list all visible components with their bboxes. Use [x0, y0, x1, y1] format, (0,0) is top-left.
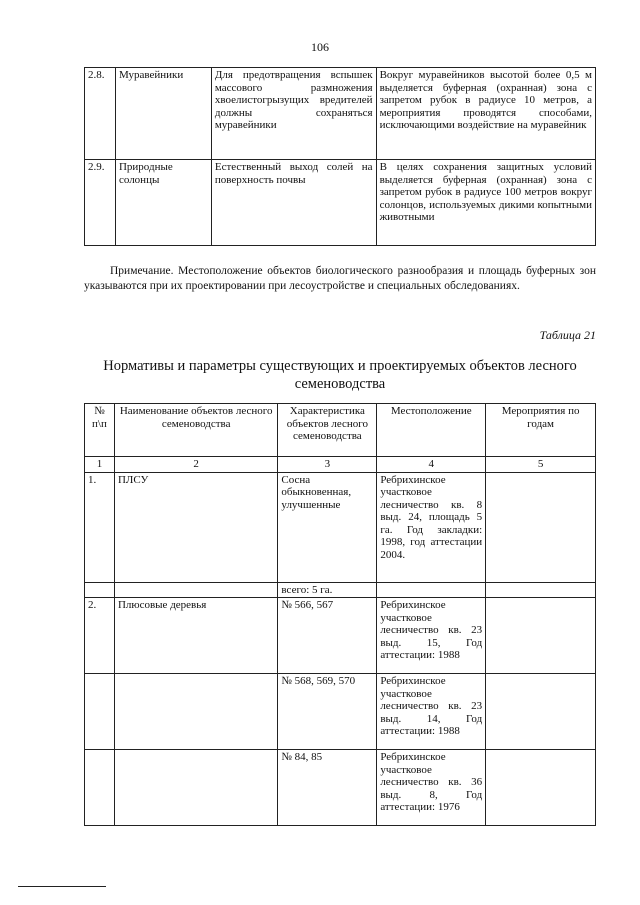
table-caption: Таблица 21	[539, 328, 596, 342]
object-name	[114, 582, 277, 598]
col-number: 5	[486, 457, 596, 473]
note-paragraph: Примечание. Местоположение объектов биологического разнообразия и площадь буферных зон указываются при их проектировании при лесоустройстве и специальных обследованиях.	[84, 265, 596, 292]
object-name	[114, 750, 277, 826]
column-number-row	[85, 457, 596, 473]
section-title: Нормативы и параметры существующих и проектируемых объектов лесного семеноводства	[103, 358, 577, 392]
row-number: 2.9.	[85, 160, 116, 246]
object-name: ПЛСУ	[114, 472, 277, 582]
row-number: 2.8.	[85, 68, 116, 160]
object-name: Плюсовые деревья	[114, 598, 277, 674]
table-row	[85, 582, 596, 598]
col-number: 1	[85, 457, 115, 473]
object-measures	[486, 472, 596, 582]
biodiversity-table	[84, 67, 596, 246]
table-row	[85, 472, 596, 582]
object-purpose: Для предотвращения вспышек массового размножения хвоелистогрызущих вредителей должны сохраняться муравейники	[211, 68, 376, 160]
object-location: Ребрихинское участковое лесничество кв. 8 выд. 24, площадь 5 га. Год закладки: 1998, год аттестации 2004.	[377, 472, 486, 582]
row-number	[85, 582, 115, 598]
object-name: Муравейники	[115, 68, 211, 160]
object-name: Природные солонцы	[115, 160, 211, 246]
row-number: 1.	[85, 472, 115, 582]
header-location: Местоположение	[377, 404, 486, 457]
object-characteristics: Сосна обыкновенная, улучшенные	[278, 472, 377, 582]
table-row	[85, 160, 596, 246]
col-number: 3	[278, 457, 377, 473]
col-number: 2	[114, 457, 277, 473]
object-characteristics: № 84, 85	[278, 750, 377, 826]
object-characteristics: всего: 5 га.	[278, 582, 377, 598]
col-number: 4	[377, 457, 486, 473]
object-characteristics: № 568, 569, 570	[278, 674, 377, 750]
object-purpose: Естественный выход солей на поверхность почвы	[211, 160, 376, 246]
footnote-divider	[18, 886, 106, 887]
object-measures	[486, 750, 596, 826]
table-row	[85, 674, 596, 750]
object-characteristics: № 566, 567	[278, 598, 377, 674]
object-measures	[486, 582, 596, 598]
table-row	[85, 750, 596, 826]
object-measures	[486, 674, 596, 750]
header-characteristics: Характеристика объектов лесного семеноводства	[278, 404, 377, 457]
object-measures: Вокруг муравейников высотой более 0,5 м выделяется буферная (охранная) зона с запретом рубок в радиусе 10 метров, а мероприятия проводятся способами, исключающими воздействие на муравейник	[376, 68, 595, 160]
header-number: № п\п	[85, 404, 115, 457]
table-row	[85, 598, 596, 674]
header-measures: Мероприятия по годам	[486, 404, 596, 457]
page-number: 106	[311, 40, 329, 54]
row-number: 2.	[85, 598, 115, 674]
object-measures: В целях сохранения защитных условий выделяется буферная (охранная) зона с запретом рубок в радиусе 100 метров вокруг солонцов, используемых дикими копытными животными	[376, 160, 595, 246]
table-row	[85, 68, 596, 160]
row-number	[85, 674, 115, 750]
object-name	[114, 674, 277, 750]
object-location: Ребрихинское участковое лесничество кв. 23 выд. 14, Год аттестации: 1988	[377, 674, 486, 750]
seed-objects-table	[84, 403, 596, 826]
row-number	[85, 750, 115, 826]
object-measures	[486, 598, 596, 674]
object-location: Ребрихинское участковое лесничество кв. 36 выд. 8, Год аттестации: 1976	[377, 750, 486, 826]
header-name: Наименование объектов лесного семеноводства	[114, 404, 277, 457]
object-location: Ребрихинское участковое лесничество кв. 23 выд. 15, Год аттестации: 1988	[377, 598, 486, 674]
header-row	[85, 404, 596, 457]
object-location	[377, 582, 486, 598]
